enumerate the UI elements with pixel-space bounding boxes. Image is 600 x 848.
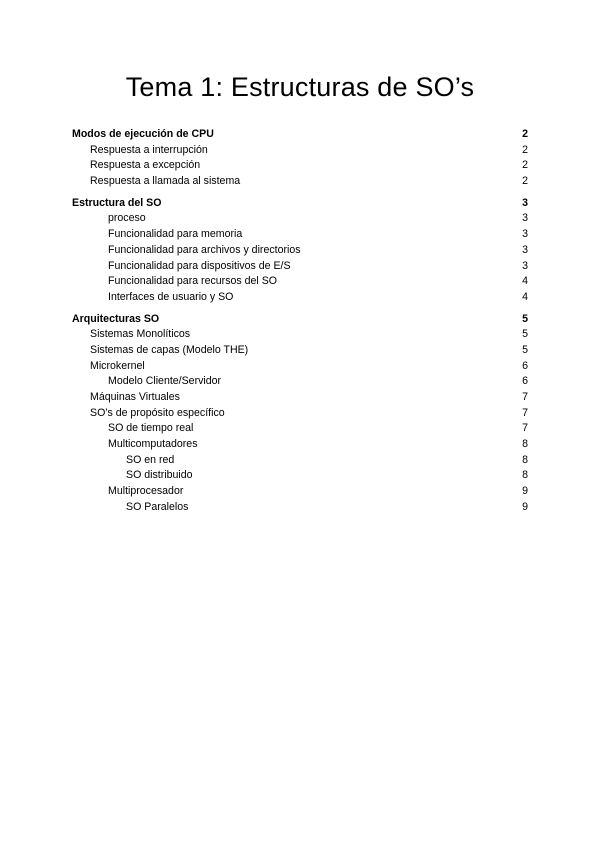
toc-entry-page-number: 5 (522, 328, 528, 341)
toc-entry-page-number: 7 (522, 406, 528, 419)
toc-entry[interactable] (72, 211, 528, 227)
toc-entry-page-number: 5 (522, 343, 528, 356)
toc-entry-page-number: 4 (522, 275, 528, 288)
toc-entry[interactable] (72, 158, 528, 174)
toc-entry-page-number: 6 (522, 359, 528, 372)
toc-entry-page-number: 3 (522, 212, 528, 225)
toc-entry-label: Respuesta a llamada al sistema (90, 175, 241, 188)
toc-entry-label: Sistemas de capas (Modelo THE) (90, 343, 249, 356)
toc-entry[interactable] (72, 453, 528, 469)
toc-entry[interactable] (72, 359, 528, 375)
toc-entry[interactable] (72, 437, 528, 453)
toc-entry-page-number: 2 (522, 159, 528, 172)
toc-entry[interactable] (72, 421, 528, 437)
toc-entry-page-number: 5 (522, 312, 528, 325)
toc-entry-page-number: 3 (522, 243, 528, 256)
toc-entry[interactable] (72, 468, 528, 484)
toc-entry-page-number: 4 (522, 290, 528, 303)
toc-entry-page-number: 2 (522, 128, 528, 140)
toc-entry-page-number: 8 (522, 469, 528, 482)
toc-entry-page-number: 6 (522, 375, 528, 388)
toc-entry[interactable] (72, 343, 528, 359)
toc-entry[interactable] (72, 390, 528, 406)
toc-entry-page-number: 3 (522, 228, 528, 241)
table-of-contents (72, 127, 528, 516)
toc-entry[interactable] (72, 227, 528, 243)
toc-entry-label: Modelo Cliente/Servidor (108, 375, 222, 388)
toc-entry-label: Funcionalidad para archivos y directorios (108, 243, 301, 256)
toc-entry-label: Respuesta a excepción (90, 159, 201, 172)
toc-entry[interactable] (72, 174, 528, 190)
toc-entry-page-number: 7 (522, 391, 528, 403)
toc-entry-label: Funcionalidad para memoria (108, 228, 243, 241)
toc-entry[interactable] (72, 274, 528, 290)
toc-entry-label: Multicomputadores (108, 438, 198, 451)
toc-section-entry[interactable] (72, 127, 528, 143)
toc-entry-page-number: 8 (522, 453, 528, 466)
toc-entry-page-number: 2 (522, 143, 528, 156)
toc-entry-label: Sistemas Monolíticos (90, 328, 191, 341)
toc-entry[interactable] (72, 406, 528, 422)
toc-entry-label: Microkernel (90, 359, 145, 372)
toc-entry-label: SO’s de propósito específico (90, 406, 225, 419)
toc-entry-page-number: 8 (522, 438, 528, 451)
toc-entry[interactable] (72, 374, 528, 390)
toc-entry-page-number: 3 (522, 259, 528, 272)
document-title: Tema 1: Estructuras de SO’s (125, 72, 475, 102)
toc-section-entry[interactable] (72, 312, 528, 328)
toc-entry-label: SO distribuido (126, 469, 193, 482)
toc-entry-label: Modos de ejecución de CPU (72, 128, 214, 140)
toc-entry-label: Funcionalidad para dispositivos de E/S (108, 259, 291, 272)
toc-entry-label: SO de tiempo real (108, 422, 194, 435)
toc-entry-page-number: 7 (522, 422, 528, 435)
toc-entry[interactable] (72, 243, 528, 259)
toc-entry[interactable] (72, 327, 528, 343)
toc-entry-label: Respuesta a interrupción (90, 143, 208, 156)
toc-entry-label: SO Paralelos (126, 500, 189, 513)
toc-entry-label: Multiprocesador (108, 485, 184, 498)
toc-entry-label: proceso (108, 212, 146, 225)
toc-entry-label: SO en red (126, 453, 175, 466)
toc-entry-page-number: 2 (522, 175, 528, 188)
toc-entry-label: Interfaces de usuario y SO (108, 290, 234, 303)
toc-entry[interactable] (72, 484, 528, 500)
toc-entry-page-number: 3 (522, 196, 528, 209)
toc-entry[interactable] (72, 143, 528, 159)
toc-entry-label: Funcionalidad para recursos del SO (108, 275, 278, 288)
toc-entry-page-number: 9 (522, 500, 528, 513)
toc-section-entry[interactable] (72, 196, 528, 212)
toc-entry-page-number: 9 (522, 485, 528, 498)
toc-entry[interactable] (72, 259, 528, 275)
toc-entry[interactable] (72, 290, 528, 306)
toc-entry-label: Arquitecturas SO (72, 312, 160, 325)
toc-entry-label: Máquinas Virtuales (90, 391, 180, 403)
toc-entry-label: Estructura del SO (72, 196, 162, 209)
toc-entry[interactable] (72, 500, 528, 516)
